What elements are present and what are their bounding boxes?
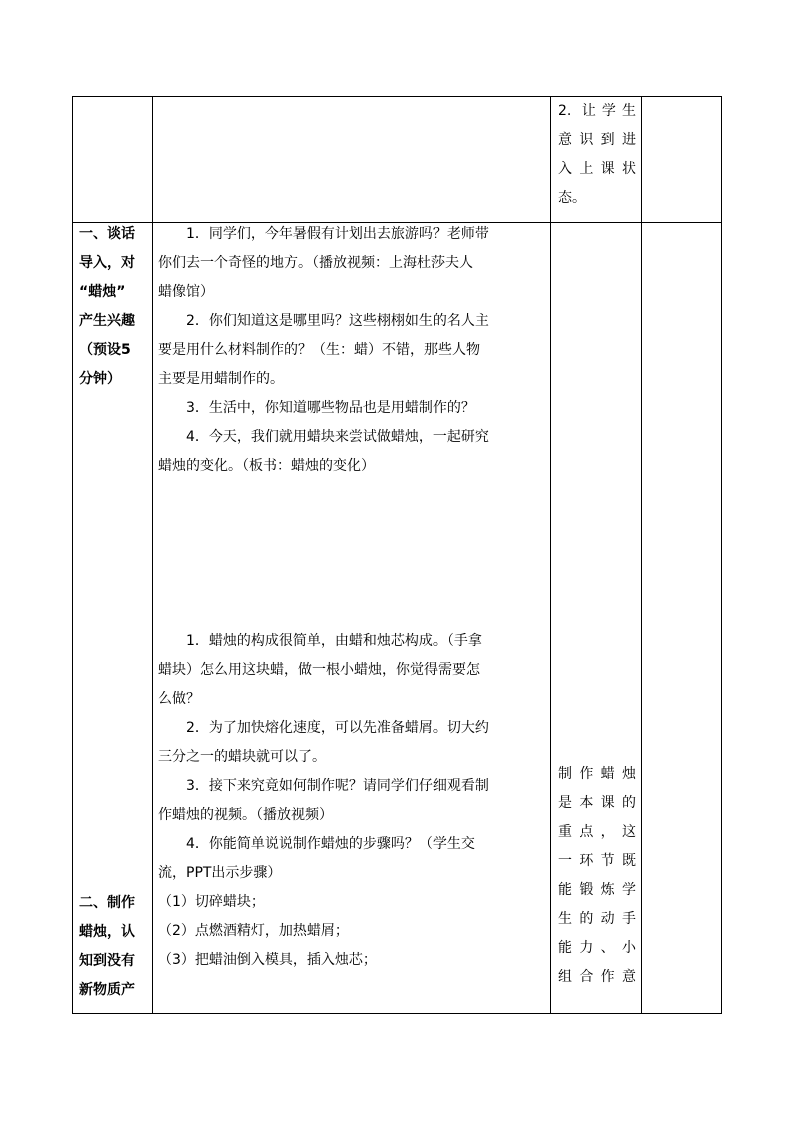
process-line: 3．生活中，你知道哪些物品也是用蜡制作的？ xyxy=(186,400,475,416)
row1-stage-cell xyxy=(79,220,135,394)
process-line: （2）点燃酒精灯，加热蜡屑； xyxy=(158,923,349,939)
note-line: 态。 xyxy=(558,190,586,206)
note-line: 意识到进 xyxy=(558,132,636,148)
table-border-right xyxy=(721,96,722,1014)
process-line: 1．同学们，今年暑假有计划出去旅游吗？老师带 xyxy=(186,226,489,242)
row2-note-cell xyxy=(558,760,636,992)
process-line: 要是用什么材料制作的？（生：蜡）不错，那些人物 xyxy=(158,342,480,358)
row0-note-cell xyxy=(558,97,636,213)
process-line: 你们去一个奇怪的地方。（播放视频：上海杜莎夫人 xyxy=(158,255,473,271)
process-line: 蜡像馆） xyxy=(158,284,214,300)
stage-line: 产生兴趣 xyxy=(79,313,135,329)
note-line: 2. 让学生 xyxy=(558,103,636,119)
process-line: 4．你能简单说说制作蜡烛的步骤吗？（学生交 xyxy=(186,836,475,852)
note-line: 重点，这 xyxy=(558,824,636,840)
note-line: 能力、小 xyxy=(558,940,636,956)
note-line: 组合作意 xyxy=(558,969,636,985)
process-line: 主要是用蜡制作的。 xyxy=(158,371,284,387)
stage-line: 蜡烛，认 xyxy=(79,924,135,940)
stage-line: 一、谈话 xyxy=(79,226,135,242)
column-divider-3 xyxy=(641,96,642,1014)
row2-process-cell xyxy=(158,627,546,975)
process-line: 2．你们知道这是哪里吗？这些栩栩如生的名人主 xyxy=(186,313,489,329)
note-line: 制作蜡烛 xyxy=(558,766,636,782)
stage-line: 二、制作 xyxy=(79,895,135,911)
process-line: 2．为了加快熔化速度，可以先准备蜡屑。切大约 xyxy=(186,720,489,736)
row2-stage-cell xyxy=(79,889,135,1005)
table-border-bottom xyxy=(72,1013,722,1014)
row1-process-cell xyxy=(158,220,546,481)
process-line: 蜡块）怎么用这块蜡，做一根小蜡烛，你觉得需要怎 xyxy=(158,662,480,678)
process-line: 4．今天，我们就用蜡块来尝试做蜡烛，一起研究 xyxy=(186,429,489,445)
stage-line: 分钟） xyxy=(79,371,121,387)
stage-line: （预设5 xyxy=(79,342,131,358)
stage-line: “蜡烛” xyxy=(79,284,126,300)
process-line: 1．蜡烛的构成很简单，由蜡和烛芯构成。（手拿 xyxy=(186,633,482,649)
process-line: 蜡烛的变化。（板书：蜡烛的变化） xyxy=(158,458,375,474)
process-line: 作蜡烛的视频。（播放视频） xyxy=(158,807,333,823)
process-line: 么做？ xyxy=(158,691,200,707)
note-line: 一环节既 xyxy=(558,853,636,869)
process-line: 三分之一的蜡块就可以了。 xyxy=(158,749,326,765)
lesson-table xyxy=(72,96,722,1014)
note-line: 是本课的 xyxy=(558,795,636,811)
column-divider-2 xyxy=(550,96,551,1014)
note-line: 生的动手 xyxy=(558,911,636,927)
process-line: （3）把蜡油倒入模具，插入烛芯； xyxy=(158,952,377,968)
stage-line: 导入，对 xyxy=(79,255,135,271)
table-border-left xyxy=(72,96,73,1014)
note-line: 能锻炼学 xyxy=(558,882,636,898)
process-line: 流，PPT出示步骤） xyxy=(158,865,282,881)
column-divider-1 xyxy=(152,96,153,1014)
process-line: 3．接下来究竟如何制作呢？请同学们仔细观看制 xyxy=(186,778,489,794)
process-line: （1）切碎蜡块； xyxy=(158,894,265,910)
stage-line: 新物质产 xyxy=(79,982,135,998)
note-line: 入上课状 xyxy=(558,161,636,177)
stage-line: 知到没有 xyxy=(79,953,135,969)
